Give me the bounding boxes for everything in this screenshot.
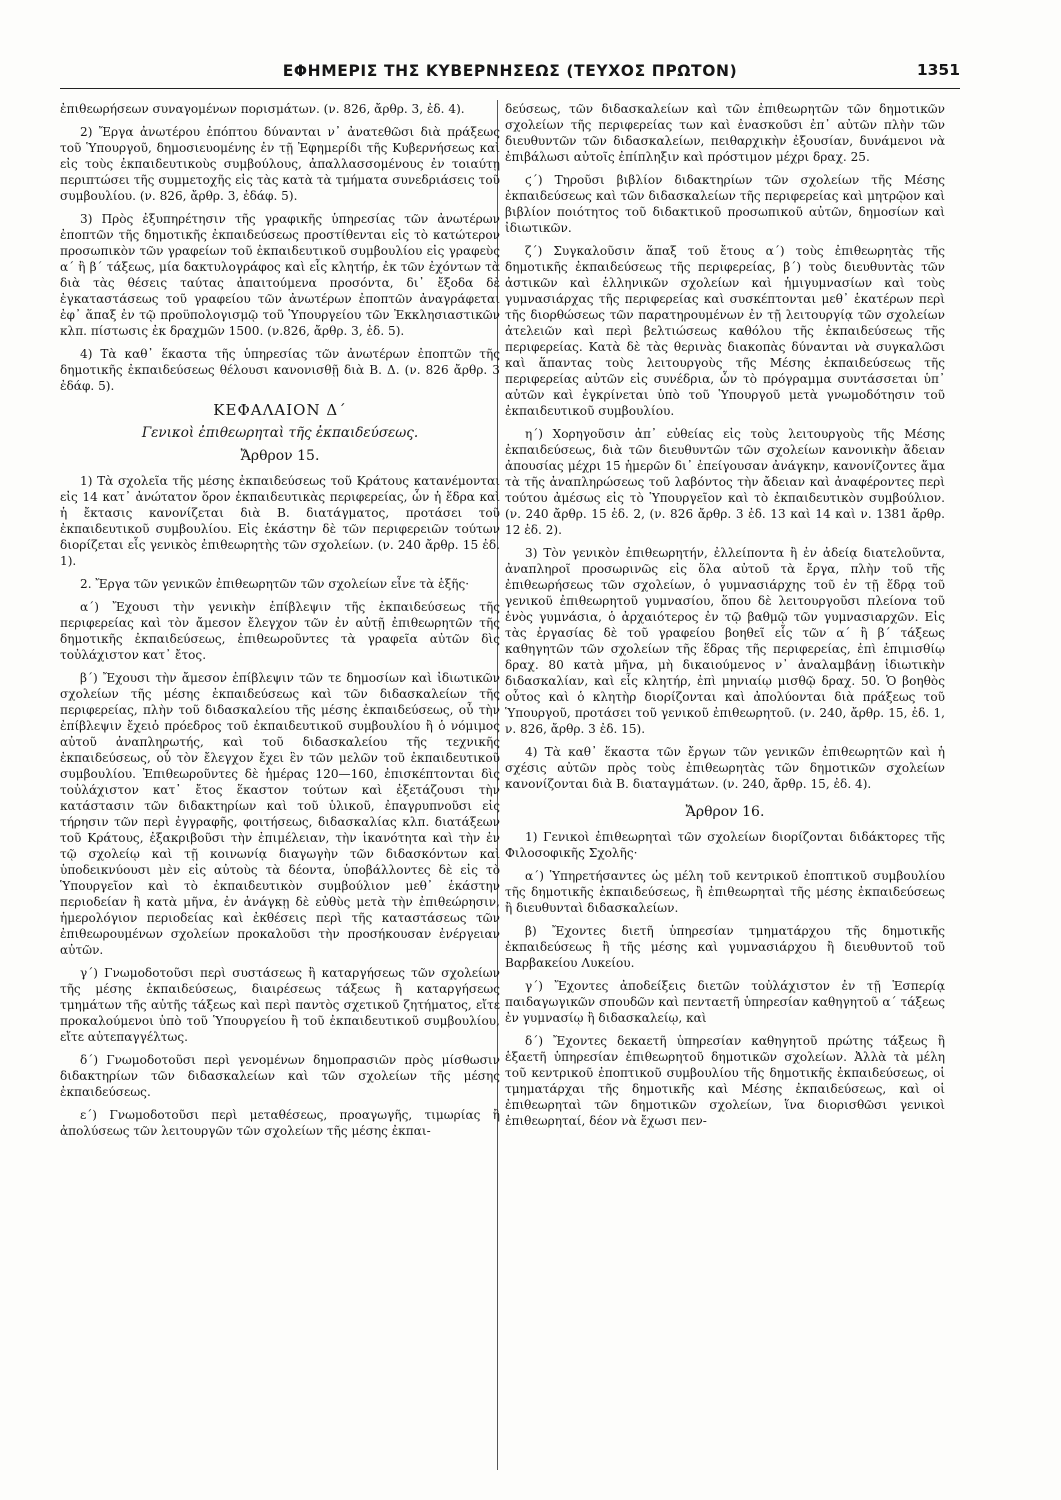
paragraph: 1) Τὰ σχολεῖα τῆς μέσης ἐκπαιδεύσεως τοῦ Κράτους κατανέμονται εἰς 14 κατ᾿ ἀνώτατον ὅρον ἐκπαιδευτικὰς περιφερείας, ὧν ἡ ἕδρα καὶ ἡ ἔκτασις κανονίζεται διὰ Β. διατάγματος, προτάσει τοῦ ἐκπαιδευτικοῦ συμβουλίου. Εἰς ἑκάστην δὲ τῶν περιφερειῶν τούτων διορίζεται εἷς γενικὸς ἐπιθεωρητὴς τῶν σχολείων. (ν. 240 ἄρθρ. 15 ἐδ. 1). bbox=[60, 474, 500, 568]
paragraph: 4) Τὰ καθ᾿ ἕκαστα τῶν ἔργων τῶν γενικῶν ἐπιθεωρητῶν καὶ ἡ σχέσις αὐτῶν πρὸς τοὺς ἐπιθεωρητὰς τῶν δημοτικῶν σχολείων κανονίζονται διὰ Β. διαταγμάτων. (ν. 240, ἄρθρ. 15, ἐδ. 4). bbox=[505, 745, 945, 791]
paragraph: 1) Γενικοὶ ἐπιθεωρηταὶ τῶν σχολείων διορίζονται διδάκτορες τῆς Φιλοσοφικῆς Σχολῆς· bbox=[505, 830, 945, 860]
paragraph: 3) Τὸν γενικὸν ἐπιθεωρητήν, ἐλλείποντα ἢ ἐν ἀδείᾳ διατελοῦντα, ἀναπληροῖ προσωρινῶς εἰς ὅλα αὐτοῦ τὰ ἔργα, πλὴν τοῦ τῆς ἐπιθεωρήσεως τῶν σχολείων, ὁ γυμνασιάρχης τοῦ ἐν τῇ ἕδρᾳ τοῦ γενικοῦ ἐπιθεωρητοῦ γυμνασίου, ὅπου δὲ λειτουργοῦσι πλείονα τοῦ ἑνὸς γυμνάσια, ὁ ἀρχαιότερος ἐν τῷ βαθμῷ τῶν γυμνασιαρχῶν. Εἰς τὰς ἐργασίας δὲ τοῦ γραφείου βοηθεῖ εἷς τῶν α´ ἢ β´ τάξεως καθηγητῶν τῶν σχολείων τῆς ἕδρας τῆς περιφερείας, ἐπὶ ἐπιμισθίῳ δραχ. 80 κατὰ μῆνα, μὴ δικαιούμενος ν᾿ ἀναλαμβάνῃ ἰδιωτικὴν διδασκαλίαν, καὶ εἷς κλητήρ, ἐπὶ μηνιαίῳ μισθῷ δραχ. 50. Ὁ βοηθὸς οὗτος καὶ ὁ κλητὴρ διορίζονται καὶ ἀπολύονται διὰ πράξεως τοῦ Ὑπουργοῦ, προτάσει τοῦ γενικοῦ ἐπιθεωρητοῦ. (ν. 240, ἄρθρ. 15, ἐδ. 1, ν. 826, ἄρθρ. 3 ἐδ. 15). bbox=[505, 546, 945, 736]
paragraph: γ´) Γνωμοδοτοῦσι περὶ συστάσεως ἢ καταργήσεως τῶν σχολείων τῆς μέσης ἐκπαιδεύσεως, διαιρέσεως τάξεως ἢ καταργήσεως τμημάτων τῆς αὐτῆς τάξεως καὶ περὶ παντὸς σχετικοῦ ζητήματος, εἴτε προκαλούμενοι ὑπὸ τοῦ Ὑπουργείου ἢ τοῦ ἐκπαιδευτικοῦ συμβουλίου, εἴτε αὐτεπαγγέλτως. bbox=[60, 966, 500, 1044]
page-number: 1351 bbox=[916, 61, 960, 79]
paragraph: ε´) Γνωμοδοτοῦσι περὶ μεταθέσεως, προαγωγῆς, τιμωρίας ἢ ἀπολύσεως τῶν λειτουργῶν τῶν σχολείων τῆς μέσης ἐκπαι- bbox=[60, 1108, 500, 1138]
paragraph: 2) Ἔργα ἀνωτέρου ἐπόπτου δύνανται ν᾿ ἀνατεθῶσι διὰ πράξεως τοῦ Ὑπουργοῦ, δημοσιευομένης ἐν τῇ Ἐφημερίδι τῆς Κυβερνήσεως καὶ εἰς τοὺς ἐκπαιδευτικοὺς συμβούλους, ἀπαλλασσομένους ἐν τοιαύτῃ περιπτώσει τῆς συμμετοχῆς εἰς τὰς κατὰ τὰ τμήματα συνεδριάσεις τοῦ συμβουλίου. (ν. 826, ἄρθρ. 3, ἐδάφ. 5). bbox=[60, 125, 500, 203]
paragraph: α´) Ὑπηρετήσαντες ὡς μέλη τοῦ κεντρικοῦ ἐποπτικοῦ συμβουλίου τῆς δημοτικῆς ἐκπαιδεύσεως, ἢ ἐπιθεωρηταὶ τῆς μέσης ἐκπαιδεύσεως ἢ διευθυνταὶ διδασκαλείων. bbox=[505, 869, 945, 915]
paragraph: 4) Τὰ καθ᾿ ἕκαστα τῆς ὑπηρεσίας τῶν ἀνωτέρων ἐποπτῶν τῆς δημοτικῆς ἐκπαιδεύσεως θέλουσι κανονισθῇ διὰ Β. Δ. (ν. 826 ἄρθρ. 3 ἐδάφ. 5). bbox=[60, 347, 500, 393]
running-title: ΕΦΗΜΕΡΙΣ ΤΗΣ ΚΥΒΕΡΝΗΣΕΩΣ (ΤΕΥΧΟΣ ΠΡΩΤΟΝ) bbox=[282, 62, 738, 80]
article-heading: Ἄρθρον 16. bbox=[685, 804, 765, 820]
paragraph: δεύσεως, τῶν διδασκαλείων καὶ τῶν ἐπιθεωρητῶν τῶν δημοτικῶν σχολείων τῆς περιφερείας των καὶ ἐνασκοῦσι ἐπ᾿ αὐτῶν πλὴν τῶν διευθυντῶν τῶν διδασκαλείων, πειθαρχικὴν ἐξουσίαν, δυνάμενοι νὰ ἐπιβάλωσι αὐτοῖς ἐπίπληξιν καὶ πρόστιμον μέχρι δραχ. 25. bbox=[505, 102, 945, 164]
paragraph: β´) Ἔχουσι τὴν ἄμεσον ἐπίβλεψιν τῶν τε δημοσίων καὶ ἰδιωτικῶν σχολείων τῆς μέσης ἐκπαιδεύσεως καὶ τῶν διδασκαλείων τῆς περιφερείας, πλὴν τοῦ διδασκαλείου τῆς μέσης ἐκπαιδεύσεως, οὗ τὴν ἐπίβλεψιν ἔχειὁ πρόεδρος τοῦ ἐκπαιδευτικοῦ συμβουλίου ἢ ὁ νόμιμος αὐτοῦ ἀναπληρωτής, καὶ τοῦ διδασκαλείου τῆς τεχνικῆς ἐκπαιδεύσεως, οὗ τὸν ἔλεγχον ἔχει ἓν τῶν μελῶν τοῦ ἐκπαιδευτικοῦ συμβουλίου. Ἐπιθεωροῦντες δὲ ἡμέρας 120—160, ἐπισκέπτονται δὶς τοὐλάχιστον κατ᾿ ἔτος ἕκαστον τούτων καὶ ἐξετάζουσι τὴν κατάστασιν τῶν διδακτηρίων καὶ τοῦ ὑλικοῦ, ἐπαγρυπνοῦσι εἰς τήρησιν τῶν περὶ ἐγγραφῆς, φοιτήσεως, διδασκαλίας κλπ. διατάξεων τοῦ Κράτους, ἐξακριβοῦσι τὴν ἐπιμέλειαν, τὴν ἱκανότητα καὶ τὴν ἐν τῷ σχολείῳ καὶ τῇ κοινωνίᾳ διαγωγὴν τῶν διδασκόντων καὶ ὑποδεικνύουσι μὲν εἰς αὐτοὺς τὰ δέοντα, ὑποβάλλοντες δὲ εἰς τὸ Ὑπουργεῖον καὶ τὸ ἐκπαιδευτικὸν συμβούλιον μεθ᾿ ἑκάστην περιοδείαν ἢ κατὰ μῆνα, ἐν ἀνάγκῃ δὲ εὐθὺς μετὰ τὴν ἐπιθεώρησιν, ἡμερολόγιον περιοδείας καὶ ἐκθέσεις περὶ τῆς καταστάσεως τῶν ἐπιθεωρουμένων σχολείων προκαλοῦσι τὴν προσήκουσαν ἐνέργειαν αὐτῶν. bbox=[60, 671, 500, 957]
chapter-subtitle: Γενικοὶ ἐπιθεωρηταὶ τῆς ἐκπαιδεύσεως. bbox=[141, 425, 419, 441]
article-heading: Ἄρθρον 15. bbox=[240, 448, 320, 464]
paragraph: ἐπιθεωρήσεων συναγομένων πορισμάτων. (ν. 826, ἄρθρ. 3, ἐδ. 4). bbox=[60, 102, 465, 116]
right-column bbox=[505, 101, 945, 1471]
paragraph: 2. Ἔργα τῶν γενικῶν ἐπιθεωρητῶν τῶν σχολείων εἶνε τὰ ἑξῆς· bbox=[80, 577, 470, 591]
paragraph: δ´) Γνωμοδοτοῦσι περὶ γενομένων δημοπρασιῶν πρὸς μίσθωσιν διδακτηρίων τῶν διδασκαλείων καὶ τῶν σχολείων τῆς μέσης ἐκπαιδεύσεως. bbox=[60, 1053, 500, 1099]
paragraph: 3) Πρὸς ἐξυπηρέτησιν τῆς γραφικῆς ὑπηρεσίας τῶν ἀνωτέρων ἐποπτῶν τῆς δημοτικῆς ἐκπαιδεύσεως προστίθενται εἰς τὸ κατώτερον προσωπικὸν τῶν γραφείων τοῦ ἐκπαιδευτικοῦ συμβουλίου εἰς γραφεὺς α´ ἢ β´ τάξεως, μία δακτυλογράφος καὶ εἷς κλητήρ, ἐκ τῶν ἐχόντων τὰ διὰ τὰς θέσεις ταύτας ἀπαιτούμενα προσόντα, δι᾿ ἔξοδα δὲ ἐγκαταστάσεως τοῦ γραφείου τῶν ἀνωτέρων ἐποπτῶν ἀναγράφεται ἐφ᾿ ἅπαξ ἐν τῷ προϋπολογισμῷ τοῦ Ὑπουργείου τῶν Ἐκκλησιαστικῶν κλπ. πίστωσις ἐκ δραχμῶν 1500. (ν.826, ἄρθρ. 3, ἐδ. 5). bbox=[60, 212, 500, 338]
paragraph: η´) Χορηγοῦσιν ἀπ᾿ εὐθείας εἰς τοὺς λειτουργοὺς τῆς Μέσης ἐκπαιδεύσεως, διὰ τῶν διευθυντῶν τῶν σχολείων κανονικὴν ἄδειαν ἀπουσίας μέχρι 15 ἡμερῶν δι᾿ ἐπείγουσαν ἀνάγκην, κανονίζοντες ἅμα τὰ τῆς ἀναπληρώσεως τοῦ λαβόντος τὴν ἄδειαν καὶ ἀναφέροντες περὶ τούτου ἀμέσως εἰς τὸ Ὑπουργεῖον καὶ τὸ ἐκπαιδευτικὸν συμβούλιον. (ν. 240 ἄρθρ. 15 ἐδ. 2, (ν. 826 ἄρθρ. 3 ἐδ. 13 καὶ 14 καὶ ν. 1381 ἄρθρ. 12 ἐδ. 2). bbox=[505, 427, 945, 537]
paragraph: γ´) Ἔχοντες ἀποδείξεις διετῶν τοὐλάχιστον ἐν τῇ Ἑσπερίᾳ παιδαγωγικῶν σπουδῶν καὶ πενταετῆ ὑπηρεσίαν καθηγητοῦ α´ τάξεως ἐν γυμνασίῳ ἢ διδασκαλείῳ, καὶ bbox=[505, 979, 945, 1025]
paragraph: δ´) Ἔχοντες δεκαετῆ ὑπηρεσίαν καθηγητοῦ πρώτης τάξεως ἢ ἑξαετῆ ὑπηρεσίαν ἐπιθεωρητοῦ δημοτικῶν σχολείων. Ἀλλὰ τὰ μέλη τοῦ κεντρικοῦ ἐποπτικοῦ συμβουλίου τῆς δημοτικῆς ἐκπαιδεύσεως, οἱ τμηματάρχαι τῆς δημοτικῆς καὶ Μέσης ἐκπαιδεύσεως, καὶ οἱ ἐπιθεωρηταὶ τῶν δημοτικῶν σχολείων, ἵνα διορισθῶσι γενικοὶ ἐπιθεωρηταί, δέον νὰ ἔχωσι πεν- bbox=[505, 1034, 945, 1128]
chapter-title: ΚΕΦΑΛΑΙΟΝ Δ´ bbox=[213, 401, 347, 419]
left-column bbox=[60, 101, 500, 1471]
paragraph: ζ´) Συγκαλοῦσιν ἅπαξ τοῦ ἔτους α´) τοὺς ἐπιθεωρητὰς τῆς δημοτικῆς ἐκπαιδεύσεως τῆς περιφερείας, β´) τοὺς διευθυντὰς τῶν ἀστικῶν καὶ ἑλληνικῶν σχολείων καὶ ἡμιγυμνασίων καὶ τοὺς γυμνασιάρχας τῆς περιφερείας καὶ συσκέπτονται μεθ᾿ ἑκατέρων περὶ τῆς διορθώσεως τῶν παρατηρουμένων ἐν τῇ λειτουργίᾳ τῶν σχολείων ἀτελειῶν καὶ περὶ βελτιώσεως καθόλου τῆς ἐκπαιδεύσεως τῆς περιφερείας. Κατὰ δὲ τὰς θερινὰς διακοπὰς δύνανται νὰ συγκαλῶσι καὶ ἅπαντας τοὺς λειτουργοὺς τῆς Μέσης ἐκπαιδεύσεως τῆς περιφερείας αὐτῶν εἰς συνέδρια, ὧν τὸ πρόγραμμα συντάσσεται ὑπ᾿ αὐτῶν καὶ ἐγκρίνεται ὑπὸ τοῦ Ὑπουργοῦ μετὰ γνωμοδότησιν τοῦ ἐκπαιδευτικοῦ συμβουλίου. bbox=[505, 244, 945, 418]
page-header bbox=[60, 60, 960, 89]
paragraph: α´) Ἔχουσι τὴν γενικὴν ἐπίβλεψιν τῆς ἐκπαιδεύσεως τῆς περιφερείας καὶ τὸν ἄμεσον ἔλεγχον τῶν ἐν αὐτῇ ἐπιθεωρητῶν τῆς δημοτικῆς ἐκπαιδεύσεως, ἐπιθεωροῦντες τὰ γραφεῖα αὐτῶν δὶς τοὐλάχιστον κατ᾿ ἔτος. bbox=[60, 600, 500, 662]
paragraph: ϛ´) Τηροῦσι βιβλίον διδακτηρίων τῶν σχολείων τῆς Μέσης ἐκπαιδεύσεως καὶ τῶν διδασκαλείων τῆς περιφερείας καὶ μητρῷον καὶ βιβλίον ποιότητος τοῦ διδακτικοῦ προσωπικοῦ αὐτῶν, δημοσίων καὶ ἰδιωτικῶν. bbox=[505, 173, 945, 235]
paragraph: β) Ἔχοντες διετῆ ὑπηρεσίαν τμηματάρχου τῆς δημοτικῆς ἐκπαιδεύσεως ἢ τῆς μέσης καὶ γυμνασιάρχου ἢ διευθυντοῦ τοῦ Βαρβακείου Λυκείου. bbox=[505, 924, 945, 970]
